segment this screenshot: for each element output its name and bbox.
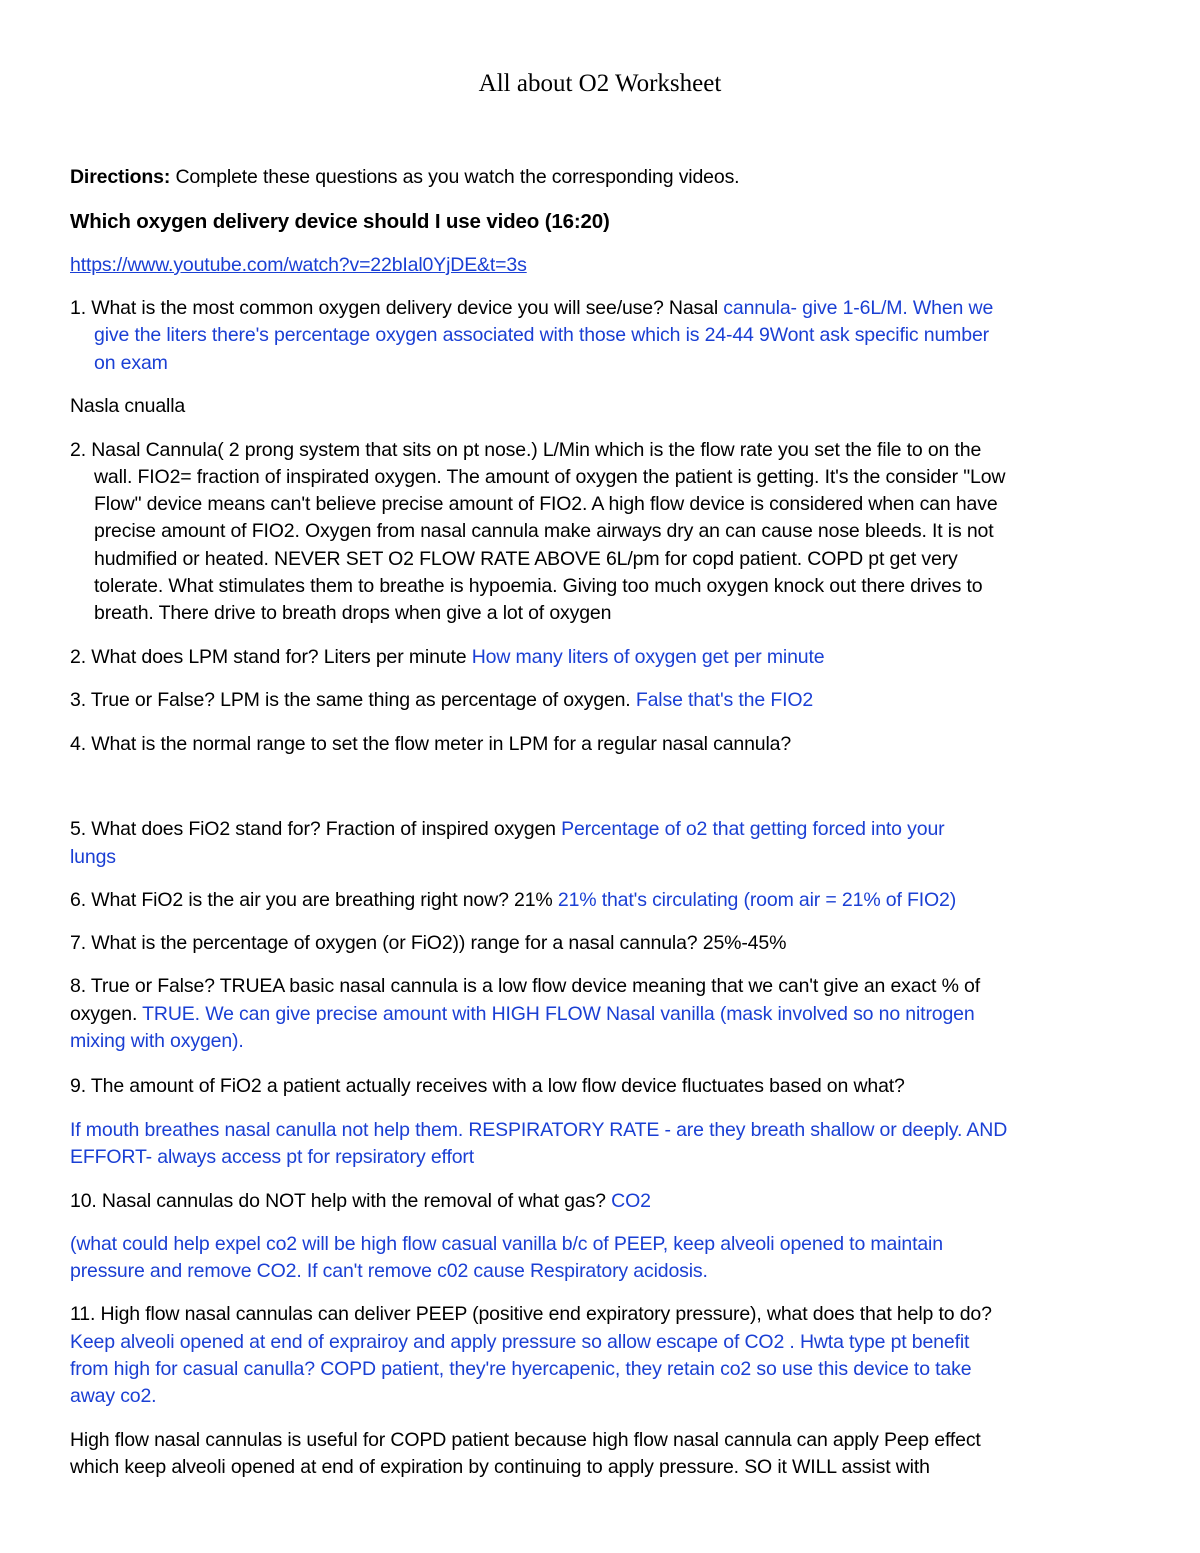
q2b-answer: How many liters of oxygen get per minute bbox=[471, 646, 825, 668]
q9-answer-line-1: If mouth breathes nasal canulla not help them. RESPIRATORY RATE - are they breath shallow or deeply. AND bbox=[70, 1119, 1008, 1141]
q2b-line bbox=[70, 646, 824, 669]
q8-oxygen: oxygen. bbox=[70, 1003, 143, 1025]
directions-line bbox=[70, 166, 739, 189]
q8-answer: TRUE. We can give precise amount with HIGH FLOW Nasal vanilla (mask involved so no nitrogen bbox=[142, 1003, 975, 1025]
page-title: All about O2 Worksheet bbox=[478, 70, 722, 97]
q2a-line-1: 2. Nasal Cannula( 2 prong system that sits on pt nose.) L/Min which is the flow rate you set the file to on the bbox=[70, 439, 982, 461]
q1-answer-start: cannula- give 1-6L/M. When we bbox=[723, 297, 994, 319]
q10-line bbox=[70, 1190, 651, 1213]
q8-line-2 bbox=[70, 1003, 975, 1026]
q11-answer-line-3: away co2. bbox=[70, 1385, 157, 1407]
q5-line-1 bbox=[70, 818, 944, 841]
q11-question: 11. High flow nasal cannulas can deliver PEEP (positive end expiratory pressure), what does that help to do? bbox=[70, 1303, 992, 1325]
q3-answer: False that's the FIO2 bbox=[635, 689, 814, 711]
q6-question: 6. What FiO2 is the air you are breathing right now? 21% bbox=[70, 889, 558, 911]
q9-question: 9. The amount of FiO2 a patient actually receives with a low flow device fluctuates based on what? bbox=[70, 1075, 905, 1097]
q1-line-3: on exam bbox=[94, 352, 168, 374]
q10-note-line-2: pressure and remove CO2. If can't remove c02 cause Respiratory acidosis. bbox=[70, 1260, 708, 1282]
q1-question: 1. What is the most common oxygen delivery device you will see/use? Nasal bbox=[70, 297, 724, 319]
q2a-line-3: Flow" device means can't believe precise amount of FIO2. A high flow device is considered when can have bbox=[94, 493, 998, 515]
q2b-question: 2. What does LPM stand for? Liters per minute bbox=[70, 646, 472, 668]
directions-text: Complete these questions as you watch the corresponding videos. bbox=[170, 166, 740, 188]
q9-answer-line-2: EFFORT- always access pt for repsiratory effort bbox=[70, 1146, 475, 1168]
q3-line bbox=[70, 689, 813, 712]
q8-line-3: mixing with oxygen). bbox=[70, 1030, 244, 1052]
q6-line bbox=[70, 889, 956, 912]
q1-line-1 bbox=[70, 297, 993, 320]
q8-line-1: 8. True or False? TRUEA basic nasal cannula is a low flow device meaning that we can't give an exact % of bbox=[70, 975, 981, 997]
directions-label: Directions: bbox=[70, 166, 171, 188]
q2a-line-4: precise amount of FIO2. Oxygen from nasal cannula make airways dry an can cause nose bleeds. It is not bbox=[94, 520, 994, 542]
q5-question: 5. What does FiO2 stand for? Fraction of inspired oxygen bbox=[70, 818, 562, 840]
q2a-line-6: tolerate. What stimulates them to breathe is hypoemia. Giving too much oxygen knock out there drives to bbox=[94, 575, 983, 597]
q10-question: 10. Nasal cannulas do NOT help with the removal of what gas? bbox=[70, 1190, 612, 1212]
note-nasla: Nasla cnualla bbox=[70, 395, 186, 417]
q4-line: 4. What is the normal range to set the flow meter in LPM for a regular nasal cannula? bbox=[70, 733, 792, 755]
q2a-line-2: wall. FIO2= fraction of inspirated oxygen. The amount of oxygen the patient is getting. It's the consider "Low bbox=[94, 466, 1006, 488]
q1-line-2: give the liters there's percentage oxygen associated with those which is 24-44 9Wont ask specific number bbox=[94, 324, 989, 346]
q2a-line-5: hudmified or heated. NEVER SET O2 FLOW RATE ABOVE 6L/pm for copd patient. COPD pt get very bbox=[94, 548, 958, 570]
q5-answer-start: Percentage of o2 that getting forced into your bbox=[561, 818, 945, 840]
q11-answer-line-2: from high for casual canulla? COPD patient, they're hyercapenic, they retain co2 so use this device to take bbox=[70, 1358, 972, 1380]
q10-note-line-1: (what could help expel co2 will be high flow casual vanilla b/c of PEEP, keep alveoli opened to maintain bbox=[70, 1233, 943, 1255]
video-link-line bbox=[70, 254, 527, 277]
q3-question: 3. True or False? LPM is the same thing as percentage of oxygen. bbox=[70, 689, 636, 711]
q6-answer: 21% that's circulating (room air = 21% of FIO2) bbox=[557, 889, 957, 911]
q11-answer-line-1: Keep alveoli opened at end of exprairoy and apply pressure so allow escape of CO2 . Hwta type pt benefit bbox=[70, 1331, 970, 1353]
video-heading: Which oxygen delivery device should I use video (16:20) bbox=[70, 210, 610, 233]
q11-paragraph-line-1: High flow nasal cannulas is useful for COPD patient because high flow nasal cannula can apply Peep effect bbox=[70, 1429, 981, 1451]
q7-line: 7. What is the percentage of oxygen (or FiO2)) range for a nasal cannula? 25%-45% bbox=[70, 932, 787, 954]
q5-line-2: lungs bbox=[70, 846, 116, 868]
q2a-line-7: breath. There drive to breath drops when give a lot of oxygen bbox=[94, 602, 612, 624]
video-link[interactable]: https://www.youtube.com/watch?v=22bIal0YjDE&t=3s bbox=[70, 254, 527, 276]
q10-answer: CO2 bbox=[611, 1190, 651, 1212]
q11-paragraph-line-2: which keep alveoli opened at end of expiration by continuing to apply pressure. SO it WILL assist with bbox=[70, 1456, 930, 1478]
